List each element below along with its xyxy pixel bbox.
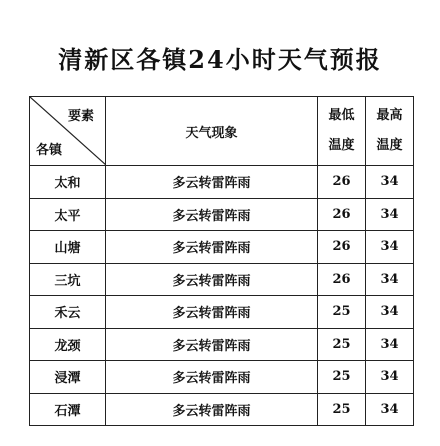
table-row [30, 263, 414, 296]
weather-cell: 多云转雷阵雨 [106, 231, 318, 264]
header-row [30, 97, 414, 166]
weather-cell: 多云转雷阵雨 [106, 166, 318, 199]
max-temp-header-line1: 最高 [376, 108, 403, 123]
min-temp-cell: 25 [318, 296, 366, 329]
corner-label-elements: 要素 [68, 109, 95, 124]
table-row [30, 231, 414, 264]
max-temp-cell: 34 [366, 231, 414, 264]
min-temp-cell: 26 [318, 166, 366, 199]
town-cell: 太平 [30, 198, 106, 231]
town-cell: 三坑 [30, 263, 106, 296]
corner-label-towns: 各镇 [36, 143, 63, 158]
min-temp-cell: 25 [318, 361, 366, 394]
table-row [30, 328, 414, 361]
table-row [30, 296, 414, 329]
max-temp-cell: 34 [366, 393, 414, 426]
corner-header-cell [30, 97, 106, 166]
max-temp-cell: 34 [366, 296, 414, 329]
min-temp-cell: 25 [318, 393, 366, 426]
min-temp-cell: 26 [318, 231, 366, 264]
max-temp-cell: 34 [366, 198, 414, 231]
town-cell: 山塘 [30, 231, 106, 264]
min-temp-cell: 26 [318, 198, 366, 231]
town-cell: 禾云 [30, 296, 106, 329]
max-temp-cell: 34 [366, 361, 414, 394]
weather-header: 天气现象 [106, 97, 318, 166]
town-cell: 浸潭 [30, 361, 106, 394]
weather-cell: 多云转雷阵雨 [106, 393, 318, 426]
weather-cell: 多云转雷阵雨 [106, 328, 318, 361]
max-temp-cell: 34 [366, 263, 414, 296]
max-temp-cell: 34 [366, 328, 414, 361]
weather-cell: 多云转雷阵雨 [106, 296, 318, 329]
table-row [30, 361, 414, 394]
table-row [30, 166, 414, 199]
town-cell: 太和 [30, 166, 106, 199]
min-temp-cell: 26 [318, 263, 366, 296]
weather-cell: 多云转雷阵雨 [106, 198, 318, 231]
weather-cell: 多云转雷阵雨 [106, 263, 318, 296]
town-cell: 石潭 [30, 393, 106, 426]
max-temp-header [366, 97, 414, 166]
min-temp-header-line1: 最低 [328, 108, 355, 123]
min-temp-header-line2: 温度 [328, 138, 355, 153]
max-temp-header-line2: 温度 [376, 138, 403, 153]
forecast-table [29, 96, 414, 426]
min-temp-header [318, 97, 366, 166]
max-temp-cell: 34 [366, 166, 414, 199]
weather-cell: 多云转雷阵雨 [106, 361, 318, 394]
page-title: 清新区各镇24小时天气预报 [58, 45, 382, 74]
table-row [30, 198, 414, 231]
town-cell: 龙颈 [30, 328, 106, 361]
min-temp-cell: 25 [318, 328, 366, 361]
table-row [30, 393, 414, 426]
